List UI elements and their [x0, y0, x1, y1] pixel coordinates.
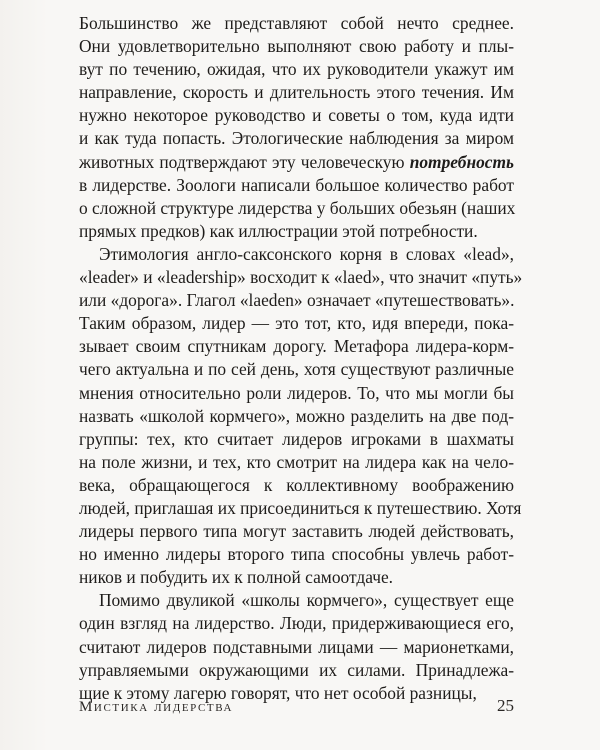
text-line: управляемыми окружающими их силами. Принадлежа-	[79, 659, 514, 680]
text-line: в лидерстве. Зоологи написали большое количество работ	[79, 174, 514, 195]
text-line: назвать «школой кормчего», можно разделить на две под-	[79, 405, 514, 426]
emphasized-word: потребность	[409, 151, 514, 172]
text-line: направление, скорость и длительность этого течения. Им	[79, 82, 514, 103]
paragraph	[79, 12, 514, 243]
text-line: вут по течению, ожидая, что их руководители укажут им	[79, 59, 514, 80]
text-line: группы: тех, кто считает лидеров игроками в шахматы	[79, 428, 514, 449]
text-line: Они удовлетворительно выполняют свою работу и плы-	[79, 36, 514, 57]
paragraph	[79, 243, 523, 589]
text-line: зывает своим спутникам дорогу. Метафора лидера-корм-	[79, 336, 514, 357]
text-line: нужно некоторое руководство и советы о том, куда идти	[79, 105, 514, 126]
text-line: и как туда попасть. Этологические наблюдения за миром	[79, 128, 514, 149]
text-line: один взгляд на лидерство. Люди, придерживающиеся его,	[79, 613, 514, 634]
text-line: или «дорога». Глагол «laeden» означает «путешествовать».	[79, 290, 515, 311]
text-line: на поле жизни, и тех, кто смотрит на лидера как на чело-	[79, 451, 514, 472]
page-number: 25	[497, 696, 514, 715]
text-line: Большинство же представляют собой нечто среднее.	[79, 13, 514, 33]
text-line: животных подтверждают эту человеческую потребность	[79, 151, 514, 172]
text-line: щие к этому лагерю говорят, что нет особой разницы,	[79, 682, 477, 703]
text-line: Помимо двуликой «школы кормчего», существует еще	[99, 590, 514, 611]
paragraph	[79, 589, 514, 704]
text-line: считают лидеров подставными лицами — марионетками,	[79, 636, 514, 657]
text-line: прямых предков) как иллюстрации этой потребности.	[79, 220, 478, 241]
running-title: Мистика лидерства	[79, 699, 234, 715]
text-line: Этимология англо-саксонского корня в словах «lead»,	[99, 243, 514, 264]
text-line: но именно лидеры второго типа способны увлечь работ-	[79, 544, 514, 565]
body-text	[79, 12, 523, 705]
text-line: «leader» и «leadership» восходит к «laed», что значит «путь»	[79, 267, 523, 288]
text-line: чего актуальна и по сей день, хотя существуют различные	[79, 359, 514, 380]
text-line: века, обращающегося к коллективному воображению	[79, 474, 514, 495]
text-line: Таким образом, лидер — это тот, кто, идя впереди, пока-	[79, 313, 514, 334]
text-line: людей, приглашая их присоединиться к путешествию. Хотя	[79, 497, 522, 518]
text-line: о сложной структуре лидерства у больших обезьян (наших	[79, 197, 516, 218]
text-line: лидеры первого типа могут заставить людей действовать,	[79, 521, 514, 542]
text-line: мнения относительно роли лидеров. То, что мы могли бы	[79, 382, 514, 403]
text-line: ников и побудить их к полной самоотдаче.	[79, 567, 394, 588]
